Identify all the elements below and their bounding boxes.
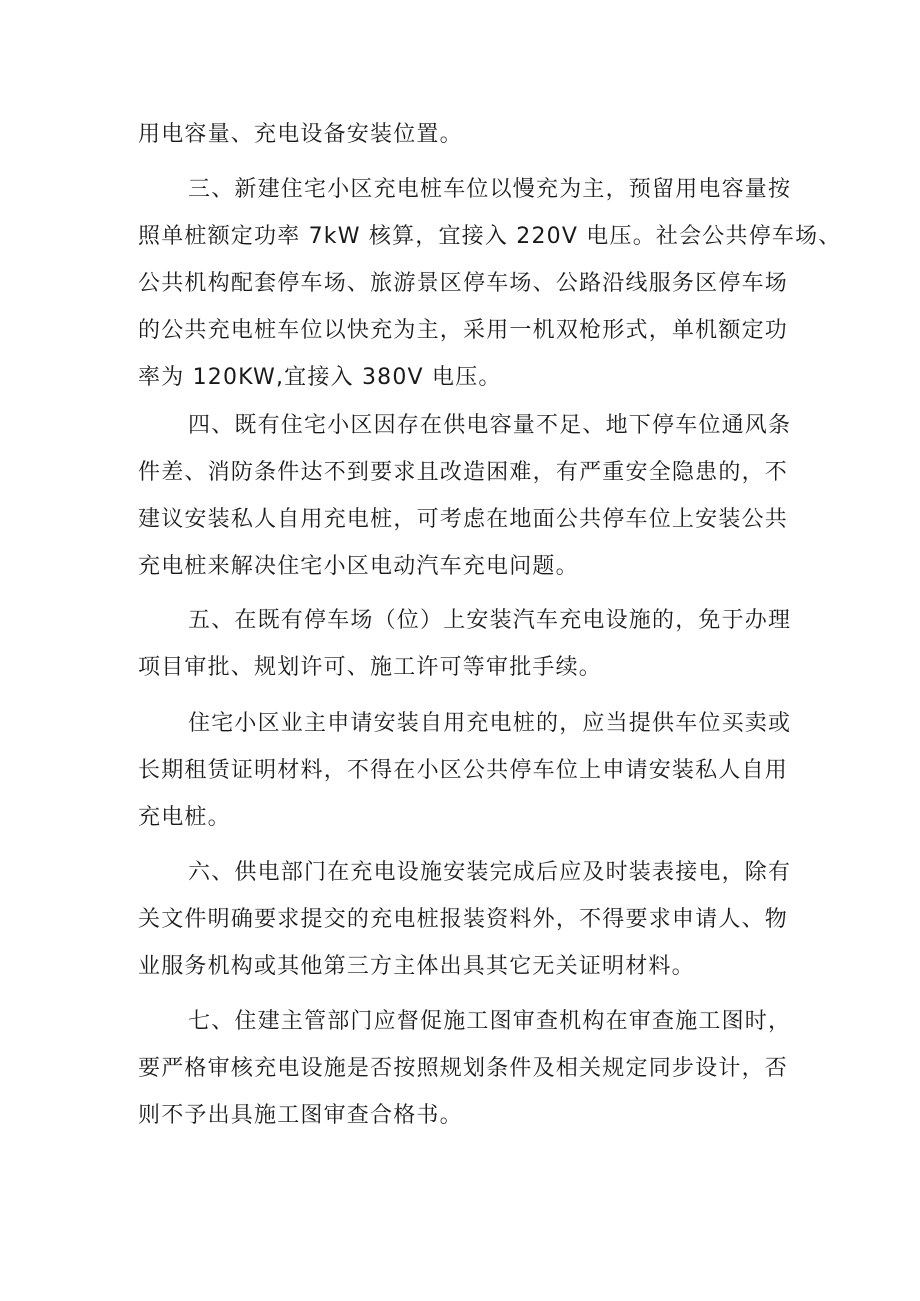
- paragraph-line: 关文件明确要求提交的充电桩报装资料外，不得要求申请人、物: [138, 907, 788, 932]
- paragraph-seven: [138, 998, 792, 1139]
- paragraph-line: 三、新建住宅小区充电桩车位以慢充为主，预留用电容量按: [188, 177, 792, 202]
- paragraph-line: 率为 120KW,宜接入 380V 电压。: [138, 365, 502, 390]
- paragraph-line: 五、在既有停车场（位）上安装汽车充电设施的，免于办理: [188, 608, 792, 633]
- paragraph-line: 长期租赁证明材料，不得在小区公共停车位上申请安装私人自用: [138, 758, 788, 783]
- paragraph-line: 则不予出具施工图审查合格书。: [138, 1103, 463, 1128]
- paragraph-line: 业服务机构或其他第三方主体出具其它无关证明材料。: [138, 954, 695, 979]
- paragraph-line: 充电桩。: [138, 805, 231, 830]
- paragraph-line: 充电桩来解决住宅小区电动汽车充电问题。: [138, 554, 579, 579]
- paragraph-five-b: [138, 700, 792, 841]
- paragraph-continuation: [138, 111, 788, 158]
- paragraph-three: [138, 166, 842, 401]
- paragraph-line: 项目审批、规划许可、施工许可等审批手续。: [138, 655, 603, 680]
- paragraph-line: 公共机构配套停车场、旅游景区停车场、公路沿线服务区停车场: [138, 271, 788, 296]
- paragraph-line: 建议安装私人自用充电桩，可考虑在地面公共停车位上安装公共: [138, 507, 788, 532]
- paragraph-line: 用电容量、充电设备安装位置。: [138, 122, 463, 147]
- paragraph-line: 照单桩额定功率 7kW 核算，宜接入 220V 电压。社会公共停车场、: [138, 224, 842, 249]
- paragraph-line: 的公共充电桩车位以快充为主，采用一机双枪形式，单机额定功: [138, 318, 788, 343]
- paragraph-six: [138, 849, 792, 990]
- paragraph-four: [138, 402, 792, 590]
- paragraph-line: 件差、消防条件达不到要求且改造困难，有严重安全隐患的，不: [138, 460, 788, 485]
- paragraph-five: [138, 597, 792, 691]
- paragraph-line: 要严格审核充电设施是否按照规划条件及相关规定同步设计，否: [138, 1056, 788, 1081]
- paragraph-line: 住宅小区业主申请安装自用充电桩的，应当提供车位买卖或: [188, 711, 792, 736]
- paragraph-line: 六、供电部门在充电设施安装完成后应及时装表接电，除有: [188, 860, 792, 885]
- paragraph-line: 四、既有住宅小区因存在供电容量不足、地下停车位通风条: [188, 413, 792, 438]
- paragraph-line: 七、住建主管部门应督促施工图审查机构在审查施工图时，: [188, 1009, 792, 1034]
